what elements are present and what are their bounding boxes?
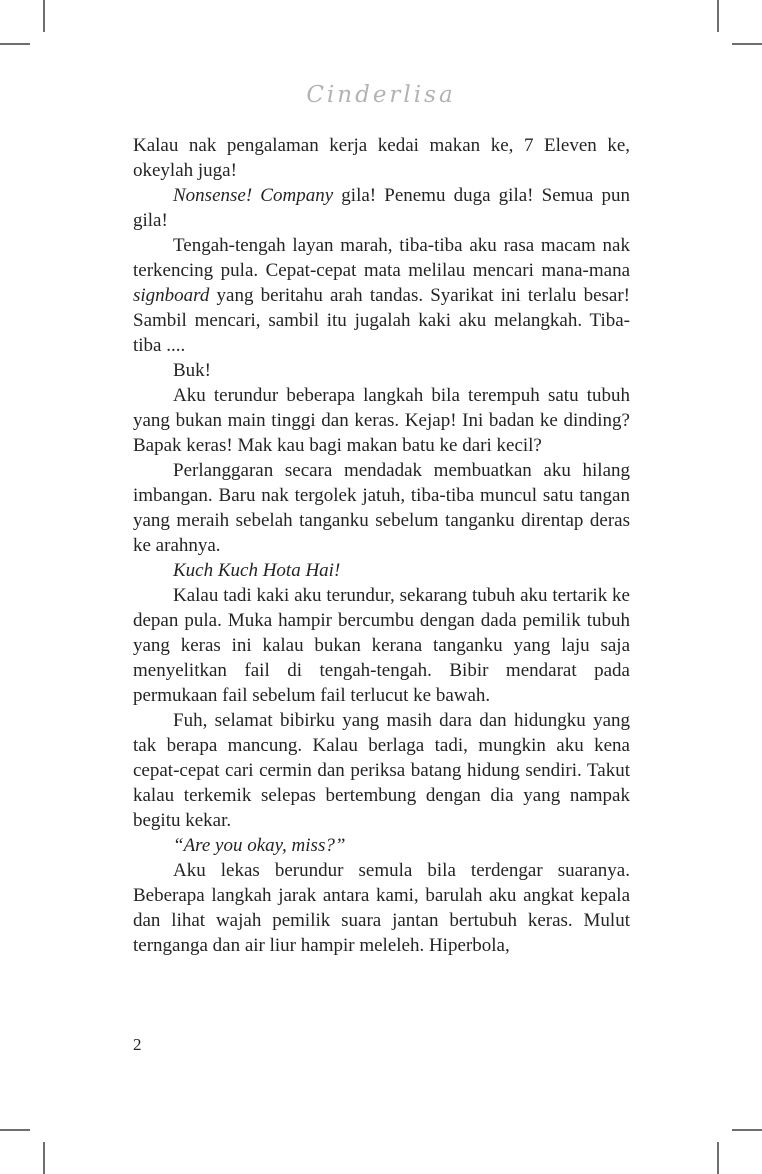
body-paragraph: Fuh, selamat bibirku yang masih dara dan hidungku yang tak berapa mancung. Kalau berlaga tadi, mungkin aku kena cepat-cepat cari cermin dan periksa batang hidung sendiri. Takut kalau terkemik selepas bertembung dengan dia yang nampak begitu kekar. xyxy=(133,710,630,831)
body-paragraph: Perlanggaran secara mendadak membuatkan aku hilang imbangan. Baru nak tergolek jatuh, tiba-tiba muncul satu tangan yang meraih sebelah tanganku sebelum tanganku direntap deras ke arahnya. xyxy=(133,460,630,556)
crop-mark-bottom-left-horizontal xyxy=(0,1129,30,1131)
running-header-title: Cinderlisa xyxy=(306,82,456,108)
crop-mark-bottom-right-horizontal xyxy=(732,1129,762,1131)
crop-mark-bottom-right-vertical xyxy=(717,1142,719,1174)
body-paragraph: Kalau nak pengalaman kerja kedai makan ke, 7 Eleven ke, okeylah juga! xyxy=(133,135,630,181)
crop-mark-top-right-horizontal xyxy=(732,43,762,45)
body-paragraph: Kalau tadi kaki aku terundur, sekarang tubuh aku tertarik ke depan pula. Muka hampir bercumbu dengan dada pemilik tubuh yang keras ini kalau bukan kerana tanganku yang laju saja menyelitkan fail di tengah-tengah. Bibir mendarat pada permukaan fail sebelum fail terlucut ke bawah. xyxy=(133,585,630,706)
body-paragraph: Kuch Kuch Hota Hai! xyxy=(173,560,341,581)
crop-mark-bottom-left-vertical xyxy=(43,1142,45,1174)
body-paragraph: Nonsense! Company gila! Penemu duga gila! Semua pun gila! xyxy=(133,185,631,231)
crop-mark-top-left-vertical xyxy=(43,0,45,32)
body-paragraph: “Are you okay, miss?” xyxy=(173,835,346,856)
body-text xyxy=(133,133,630,958)
body-paragraph: Tengah-tengah layan marah, tiba-tiba aku rasa macam nak terkencing pula. Cepat-cepat mata melilau mencari mana-mana signboard yang beritahu arah tandas. Syarikat ini terlalu besar! Sambil mencari, sambil itu jugalah kaki aku melangkah. Tiba-tiba .... xyxy=(133,235,630,356)
crop-mark-top-left-horizontal xyxy=(0,43,30,45)
body-paragraph: Aku terundur beberapa langkah bila terempuh satu tubuh yang bukan main tinggi dan keras. Kejap! Ini badan ke dinding? Bapak keras! Mak kau bagi makan batu ke dari kecil? xyxy=(133,385,630,456)
page-number: 2 xyxy=(133,1035,142,1054)
body-paragraph: Aku lekas berundur semula bila terdengar suaranya. Beberapa langkah jarak antara kami, barulah aku angkat kepala dan lihat wajah pemilik suara jantan bertubuh keras. Mulut ternganga dan air liur hampir meleleh. Hiperbola, xyxy=(133,860,630,956)
crop-mark-top-right-vertical xyxy=(717,0,719,32)
body-paragraph: Buk! xyxy=(173,360,211,381)
